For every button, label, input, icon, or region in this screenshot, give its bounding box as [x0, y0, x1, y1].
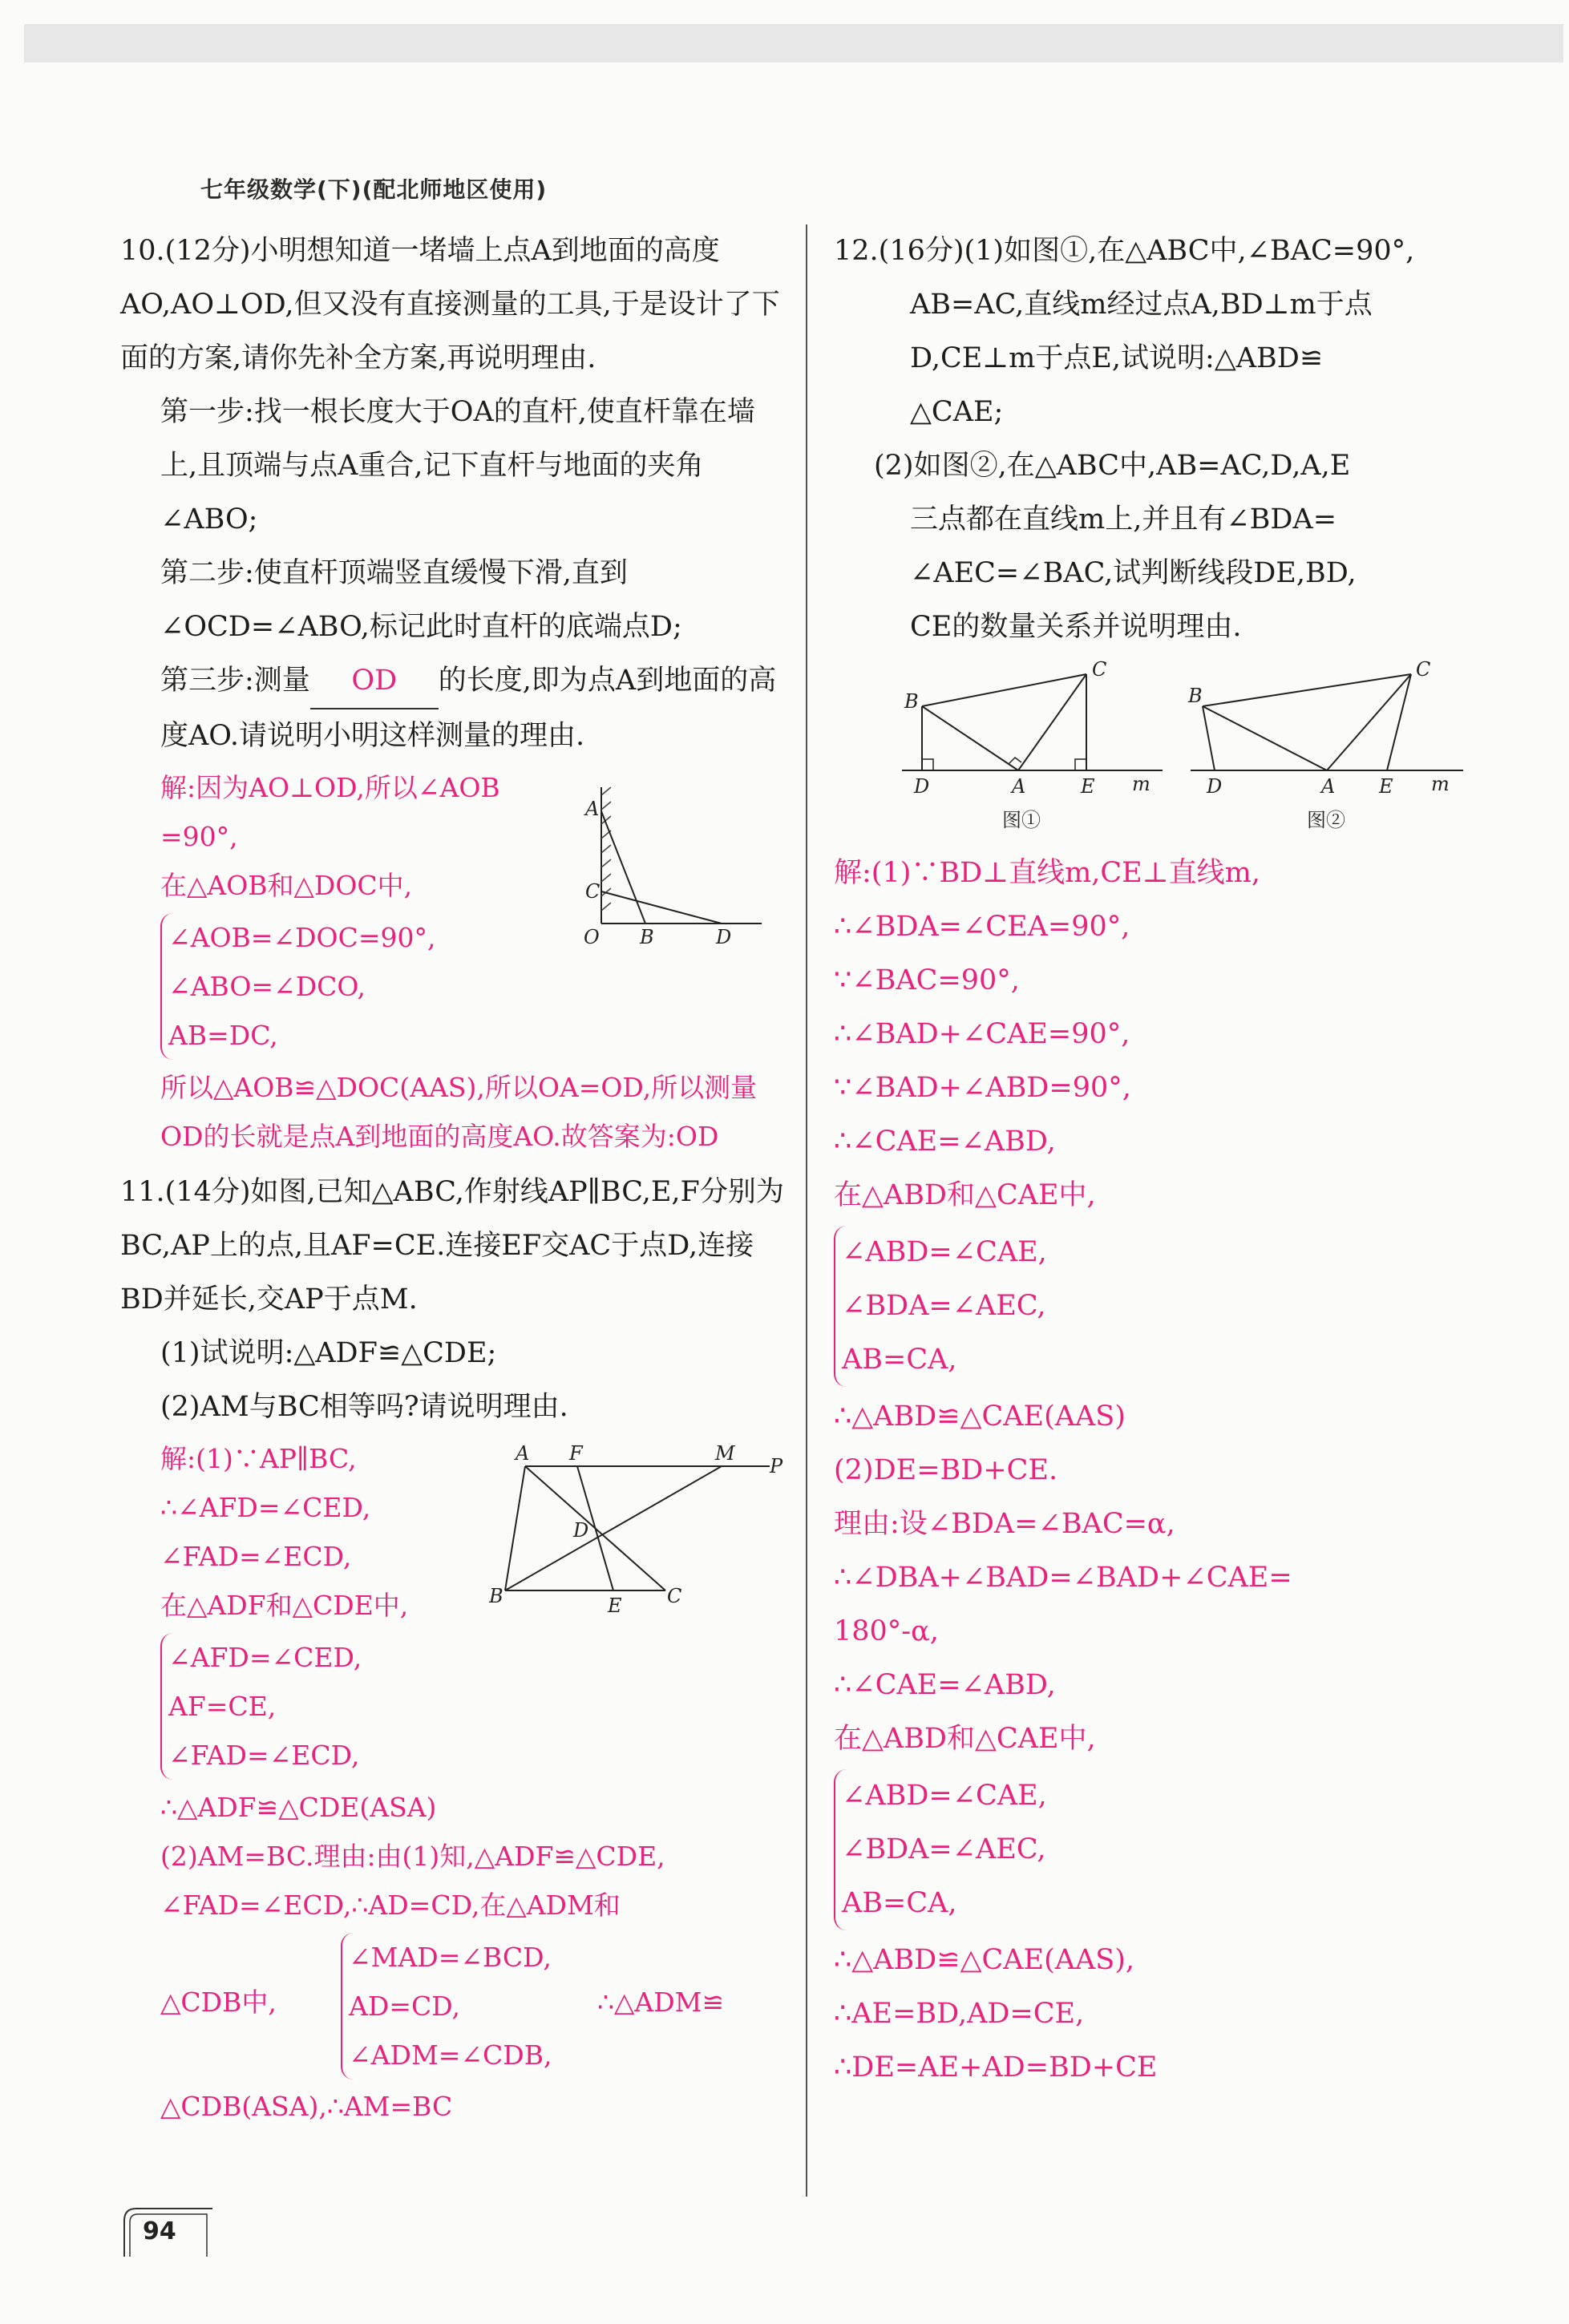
q11-sol-line: ∴∠AFD=∠CED,: [160, 1492, 371, 1523]
q11-label-D: D: [573, 1519, 589, 1542]
q12-system1: [834, 1226, 1499, 1387]
q11-sol-line: ∠FAD=∠ECD,∴AD=CD,在△ADM和: [160, 1890, 621, 1921]
q10-figure: [569, 779, 778, 956]
q12-fig1-label-m: m: [1132, 773, 1150, 795]
q11-solution: [120, 1434, 786, 2131]
q10-sol-line2: =90°,: [160, 821, 238, 852]
q11-part2: (2)AM与BC相等吗?请说明理由.: [160, 1391, 568, 1423]
q10-step1: 第一步:找一根长度大于OA的直杆,使直杆靠在墙上,且顶端与点A重合,记下直杆与地面的夹角∠ABO;: [160, 396, 755, 536]
q11: [120, 1166, 786, 2131]
q10-step3-after: 的长度,即为点A到地面的高度AO.请说明小明这样测量的理由.: [160, 665, 777, 752]
q12-sol-line: ∴DE=AE+AD=BD+CE: [834, 2051, 1158, 2084]
q11-part1: (1)试说明:△ADF≌△CDE;: [160, 1337, 497, 1369]
q12-stem-line: 12.(16分)(1)如图①,在△ABC中,∠BAC=90°,: [834, 235, 1415, 267]
column-divider: [806, 224, 807, 2197]
q12-system2: [834, 1769, 1499, 1930]
page-number: 94: [143, 2217, 176, 2245]
q11-sol-line: (2)AM=BC.理由:由(1)知,△ADF≌△CDE,: [160, 1841, 665, 1872]
q12-sol-line: ∴∠BAD+∠CAE=90°,: [834, 1018, 1130, 1050]
q10-step2: 第二步:使直杆顶端竖直缓慢下滑,直到∠OCD=∠ABO,标记此时直杆的底端点D;: [160, 557, 682, 643]
q12-fig2-caption: 图②: [1307, 809, 1345, 831]
q11-sol-line: △CDB中,: [160, 1987, 277, 2018]
q10-answer-blank: OD: [310, 654, 439, 709]
q11-sys-line: ∠MAD=∠BCD,: [349, 1942, 552, 1973]
header-band: [0, 0, 1569, 120]
q11-label-A: A: [516, 1442, 530, 1465]
q12-fig1-label-C: C: [1092, 658, 1107, 681]
q11-stem: 11.(14分)如图,已知△ABC,作射线AP∥BC,E,F分别为BC,AP上的点,且AF=CE.连接EF交AC于点D,连接BD并延长,交AP于点M.: [120, 1176, 784, 1316]
q12-sol-line: 在△ABD和△CAE中,: [834, 1723, 1096, 1755]
q11-sol-line: 解:(1)∵AP∥BC,: [160, 1443, 357, 1474]
q12-sol-line: ∴∠BDA=∠CEA=90°,: [834, 911, 1130, 943]
q12-fig2-label-D: D: [1207, 775, 1223, 798]
q12-stem-line: △CAE;: [910, 396, 1004, 428]
q12-sol-line: ∴∠CAE=∠ABD,: [834, 1126, 1056, 1158]
q12-figure-1: [898, 658, 1171, 843]
q12-sol-line: ∴△ABD≌△CAE(AAS),: [834, 1944, 1135, 1976]
q11-label-E: E: [608, 1594, 622, 1617]
q12-stem-line: D,CE⊥m于点E,试说明:△ABD≌: [910, 342, 1324, 374]
q12-sol-line: (2)DE=BD+CE.: [834, 1454, 1058, 1486]
q12-fig2-label-A: A: [1321, 775, 1336, 798]
q12-sys-line: AB=CA,: [842, 1887, 957, 1919]
q10-sol-end: 所以△AOB≌△DOC(AAS),所以OA=OD,所以测量OD的长就是点A到地面的高度AO.故答案为:OD: [160, 1072, 758, 1152]
q12-sys-line: ∠ABD=∠CAE,: [842, 1236, 1047, 1268]
q11-sys-line: AD=CD,: [349, 1991, 460, 2022]
q11-label-C: C: [667, 1585, 682, 1607]
q11-system2: [341, 1933, 552, 2079]
q10-step3-before: 第三步:测量: [160, 665, 310, 697]
q10-step3: [120, 654, 786, 763]
q12-sys-line: ∠BDA=∠AEC,: [842, 1833, 1046, 1865]
q12-solution: [834, 847, 1499, 2095]
q12-sol-line: 理由:设∠BDA=∠BAC=α,: [834, 1508, 1175, 1540]
right-column: [834, 224, 1499, 2095]
q11-label-M: M: [715, 1442, 735, 1465]
q12-sys-line: ∠BDA=∠AEC,: [842, 1290, 1046, 1322]
q10-sys-line: ∠ABO=∠DCO,: [168, 971, 366, 1002]
q10-sol-line1: 解:因为AO⊥OD,所以∠AOB: [160, 772, 500, 803]
q12-sol-line: ∴△ABD≌△CAE(AAS): [834, 1400, 1126, 1433]
q11-sol-line: ∠FAD=∠ECD,: [160, 1541, 352, 1572]
q12-part2-line: ∠AEC=∠BAC,试判断线段DE,BD,: [910, 557, 1357, 589]
q11-label-F: F: [569, 1442, 583, 1465]
q10-sys-line: AB=DC,: [168, 1020, 278, 1051]
q12-part2-line: CE的数量关系并说明理由.: [910, 611, 1242, 643]
q12-fig2-label-B: B: [1188, 685, 1203, 707]
q12-figure-2: [1187, 658, 1475, 843]
q11-sol-line: △CDB(ASA),∴AM=BC: [160, 2091, 453, 2122]
q11-sol-line: ∴△ADF≌△CDE(ASA): [160, 1792, 437, 1823]
q11-label-B: B: [489, 1585, 503, 1607]
q12-sol-line: ∵∠BAC=90°,: [834, 964, 1020, 996]
q12-sol-line: 解:(1)∵BD⊥直线m,CE⊥直线m,: [834, 857, 1260, 889]
q12-fig1-label-A: A: [1012, 775, 1026, 798]
q12-sol-line: ∴∠CAE=∠ABD,: [834, 1669, 1056, 1701]
q10-label-C: C: [585, 880, 601, 903]
q12-fig2-label-E: E: [1379, 775, 1393, 798]
q10-label-A: A: [585, 798, 600, 820]
q11-sys-line: AF=CE,: [168, 1691, 277, 1722]
q11-system1: [160, 1633, 786, 1780]
q12-fig2-label-C: C: [1416, 658, 1431, 681]
q10-label-O: O: [584, 926, 600, 948]
q11-sol-system-row: [120, 1930, 786, 2082]
header-title: 七年级数学(下)(配北师地区使用): [200, 176, 548, 203]
q12-fig1-label-E: E: [1081, 775, 1095, 798]
q11-sys-line: ∠ADM=∠CDB,: [349, 2039, 552, 2071]
q12-sol-line: ∵∠BAD+∠ABD=90°,: [834, 1072, 1131, 1104]
q10-sys-line: ∠AOB=∠DOC=90°,: [168, 922, 436, 953]
q12-part2-line: (2)如图②,在△ABC中,AB=AC,D,A,E: [874, 450, 1351, 482]
left-column: [120, 224, 786, 2131]
q10-stem: 10.(12分)小明想知道一堵墙上点A到地面的高度AO,AO⊥OD,但又没有直接测量的工具,于是设计了下面的方案,请你先补全方案,再说明理由.: [120, 235, 780, 374]
q10-sol-line3: 在△AOB和△DOC中,: [160, 870, 413, 901]
q11-label-P: P: [770, 1455, 783, 1477]
q11-sol-line: 在△ADF和△CDE中,: [160, 1590, 409, 1621]
q10-label-D: D: [716, 926, 732, 948]
q12-stem-line: AB=AC,直线m经过点A,BD⊥m于点: [910, 289, 1373, 321]
q12-fig1-caption: 图①: [1002, 809, 1041, 831]
q12-sol-line: 在△ABD和△CAE中,: [834, 1179, 1096, 1211]
q12-sol-line: 180°-α,: [834, 1615, 939, 1647]
q10-solution: [120, 763, 786, 1161]
q12-fig1-label-B: B: [904, 690, 919, 713]
q12-fig1-label-D: D: [914, 775, 930, 798]
q12-sol-line: ∴∠DBA+∠BAD=∠BAD+∠CAE=: [834, 1562, 1292, 1594]
q11-figure: [489, 1442, 786, 1619]
q12-figures: [834, 654, 1499, 847]
q12-sys-line: ∠ABD=∠CAE,: [842, 1780, 1047, 1812]
q12-sys-line: AB=CA,: [842, 1344, 957, 1376]
q12-sol-line: ∴AE=BD,AD=CE,: [834, 1998, 1085, 2030]
q12-fig2-label-m: m: [1431, 773, 1450, 795]
q11-sol-line: ∴△ADM≌: [597, 1987, 725, 2018]
q11-sys-line: ∠FAD=∠ECD,: [168, 1740, 360, 1771]
q12-part2-line: 三点都在直线m上,并且有∠BDA=: [910, 503, 1337, 536]
q11-sys-line: ∠AFD=∠CED,: [168, 1642, 362, 1673]
page-number-badge: [120, 2205, 216, 2261]
q10-label-B: B: [640, 926, 654, 948]
